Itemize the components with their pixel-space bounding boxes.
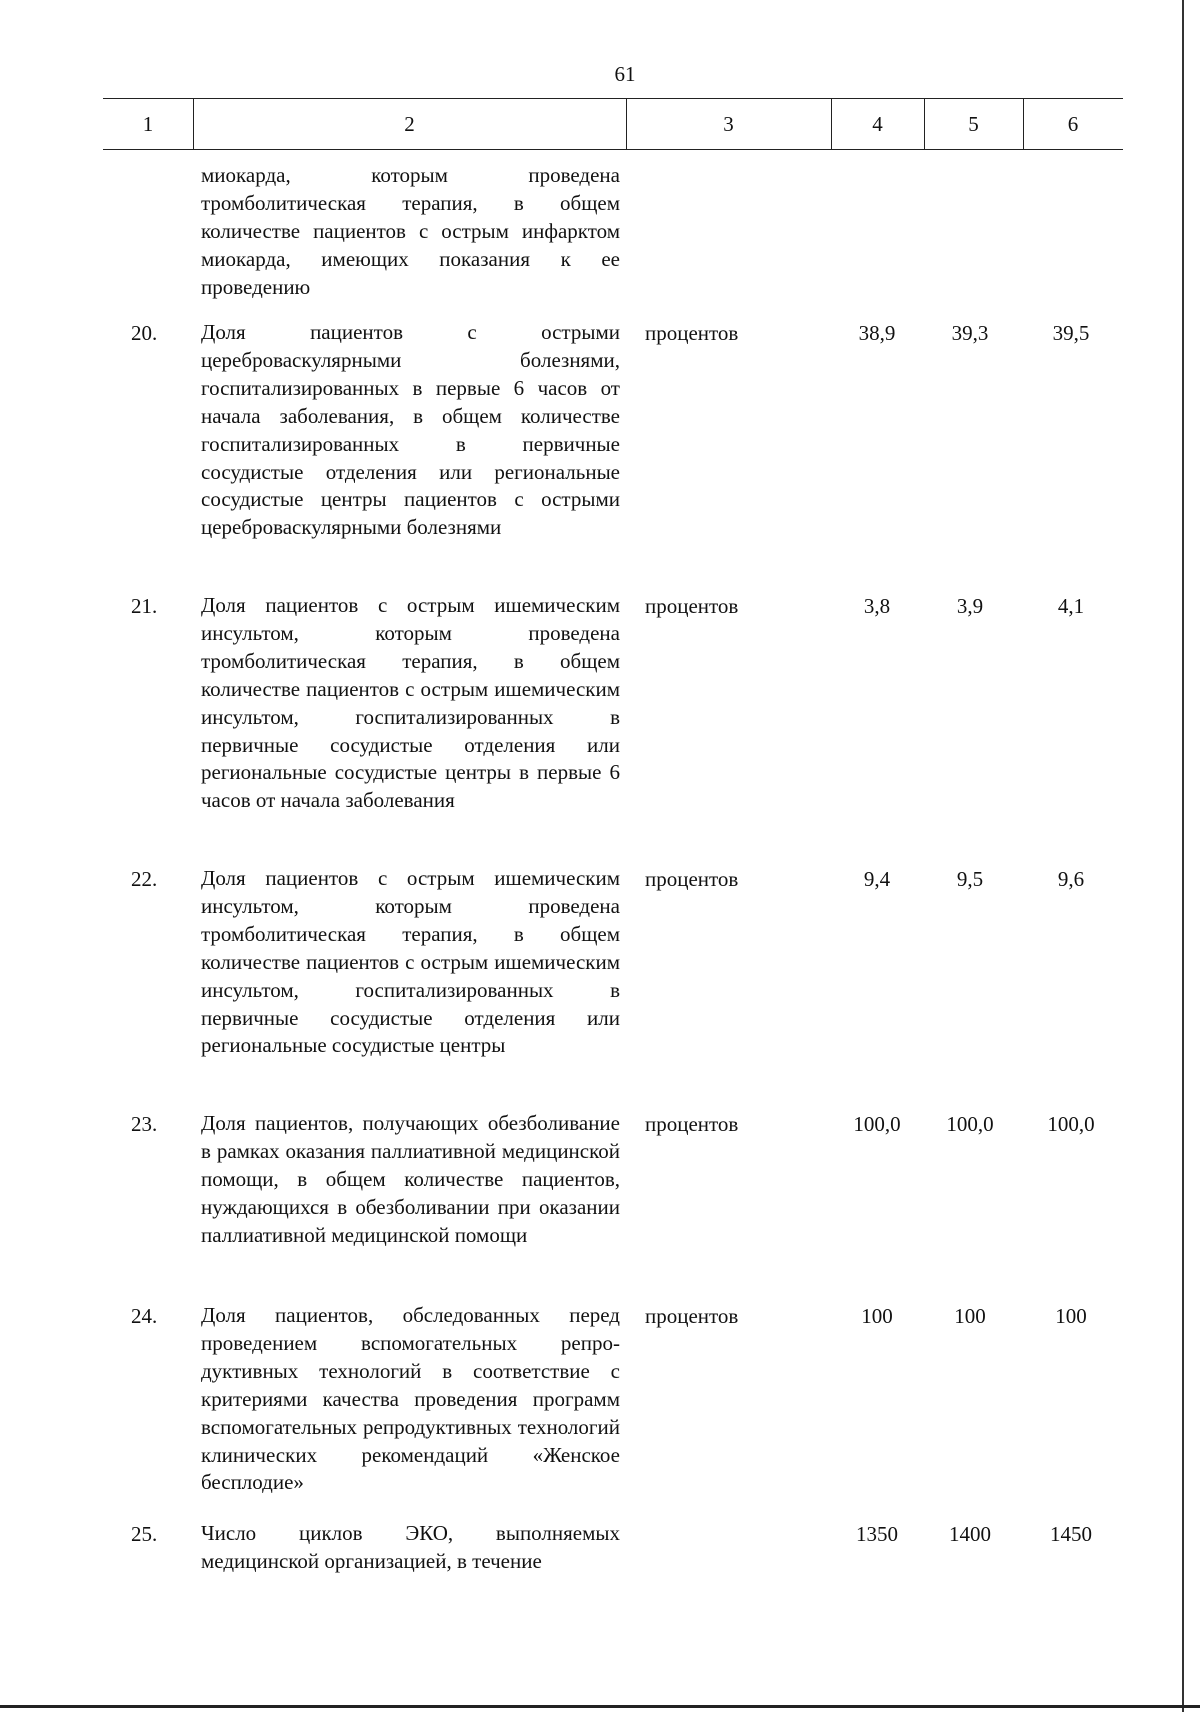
row-number: 24. [131,1304,158,1328]
row-value-col6: 1450 [1050,1522,1092,1546]
row-description: миокарда, которым проведена тромболитическая терапия, в общем количестве пациентов с острым инфарктом миокарда, имеющих показания к ее проведению [201,163,620,299]
row-value-col6: 39,5 [1052,321,1090,345]
table-row [0,1110,1200,1302]
page-number: 61 [614,62,636,86]
row-description: Доля пациентов с острым ишемическим инсультом, которым проведена тромболитическая терапия, в общем количестве пациентов с острым ишемическим инсультом, госпитализированных в первичные сосудистые отделения или региональные сосудистые центры в первые 6 часов от начала заболевания [201,593,620,813]
row-value-col5: 3,9 [956,594,984,618]
row-value-col6: 100 [1055,1304,1087,1328]
row-value-col5: 9,5 [956,867,984,891]
row-value-col5: 100,0 [946,1112,994,1136]
row-value-col6: 4,1 [1057,594,1085,618]
row-description: Доля пациентов с острыми цереброваскулярными болезнями, госпитализированных в первые 6 часов от начала заболевания, в общем количестве госпитализированных в первичные сосудистые отделения или региональные сосудистые центры пациентов с острыми цереброваскулярными болезнями [201,320,620,540]
row-description: Число циклов ЭКО, выполняемых медицинской организацией, в течение [201,1521,620,1573]
row-number: 22. [131,867,158,891]
table-body [0,162,1200,1590]
row-value-col4: 9,4 [863,867,891,891]
header-col-4: 4 [872,112,883,136]
row-unit: процентов [645,867,739,891]
table-header [103,98,1123,150]
row-value-col4: 1350 [856,1522,898,1546]
scan-edge-bottom [0,1705,1200,1708]
table-row [0,865,1200,1110]
row-description: Доля пациентов, обследованных перед проведением вспомогательных репродуктивных технологий в соответствие с критериями качества проведения программ вспомогательных репродуктивных технологий клинических рекомендаций «Женское бесплодие» [201,1303,620,1495]
scan-edge-right [1182,0,1184,1712]
header-col-6: 6 [1067,112,1079,136]
row-value-col5: 39,3 [951,321,989,345]
table-row [0,1520,1200,1590]
row-unit: процентов [645,1304,739,1328]
row-value-col4: 3,8 [863,594,891,618]
row-number: 23. [131,1112,158,1136]
row-description: Доля пациентов, получающих обезболивание в рамках оказания паллиативной медицинской помощи, в общем количестве пациентов, нуждающихся в обезболивании при оказании паллиативной медицинской помощи [201,1111,620,1247]
row-description: Доля пациентов с острым ишемическим инсультом, которым проведена тромболитическая терапия, в общем количестве пациентов с острым ишемическим инсультом, госпитализированных в первичные сосудистые отделения или региональные сосудистые центры [201,866,620,1058]
table-row [0,319,1200,592]
row-value-col6: 9,6 [1057,867,1085,891]
row-unit: процентов [645,321,739,345]
row-number: 21. [131,594,158,618]
row-value-col5: 1400 [949,1522,991,1546]
row-value-col6: 100,0 [1047,1112,1095,1136]
header-col-2: 2 [404,112,415,136]
row-unit: процентов [645,1112,739,1136]
table-row [0,162,1200,319]
row-value-col4: 100,0 [853,1112,901,1136]
row-value-col4: 38,9 [858,321,896,345]
row-unit: процентов [645,594,739,618]
row-value-col5: 100 [954,1304,986,1328]
row-value-col4: 100 [861,1304,893,1328]
header-col-5: 5 [968,112,979,136]
table-row [0,592,1200,865]
table-row [0,1302,1200,1520]
row-number: 20. [131,321,158,345]
header-col-3: 3 [723,112,734,136]
row-number: 25. [131,1522,158,1546]
header-col-1: 1 [142,112,154,136]
